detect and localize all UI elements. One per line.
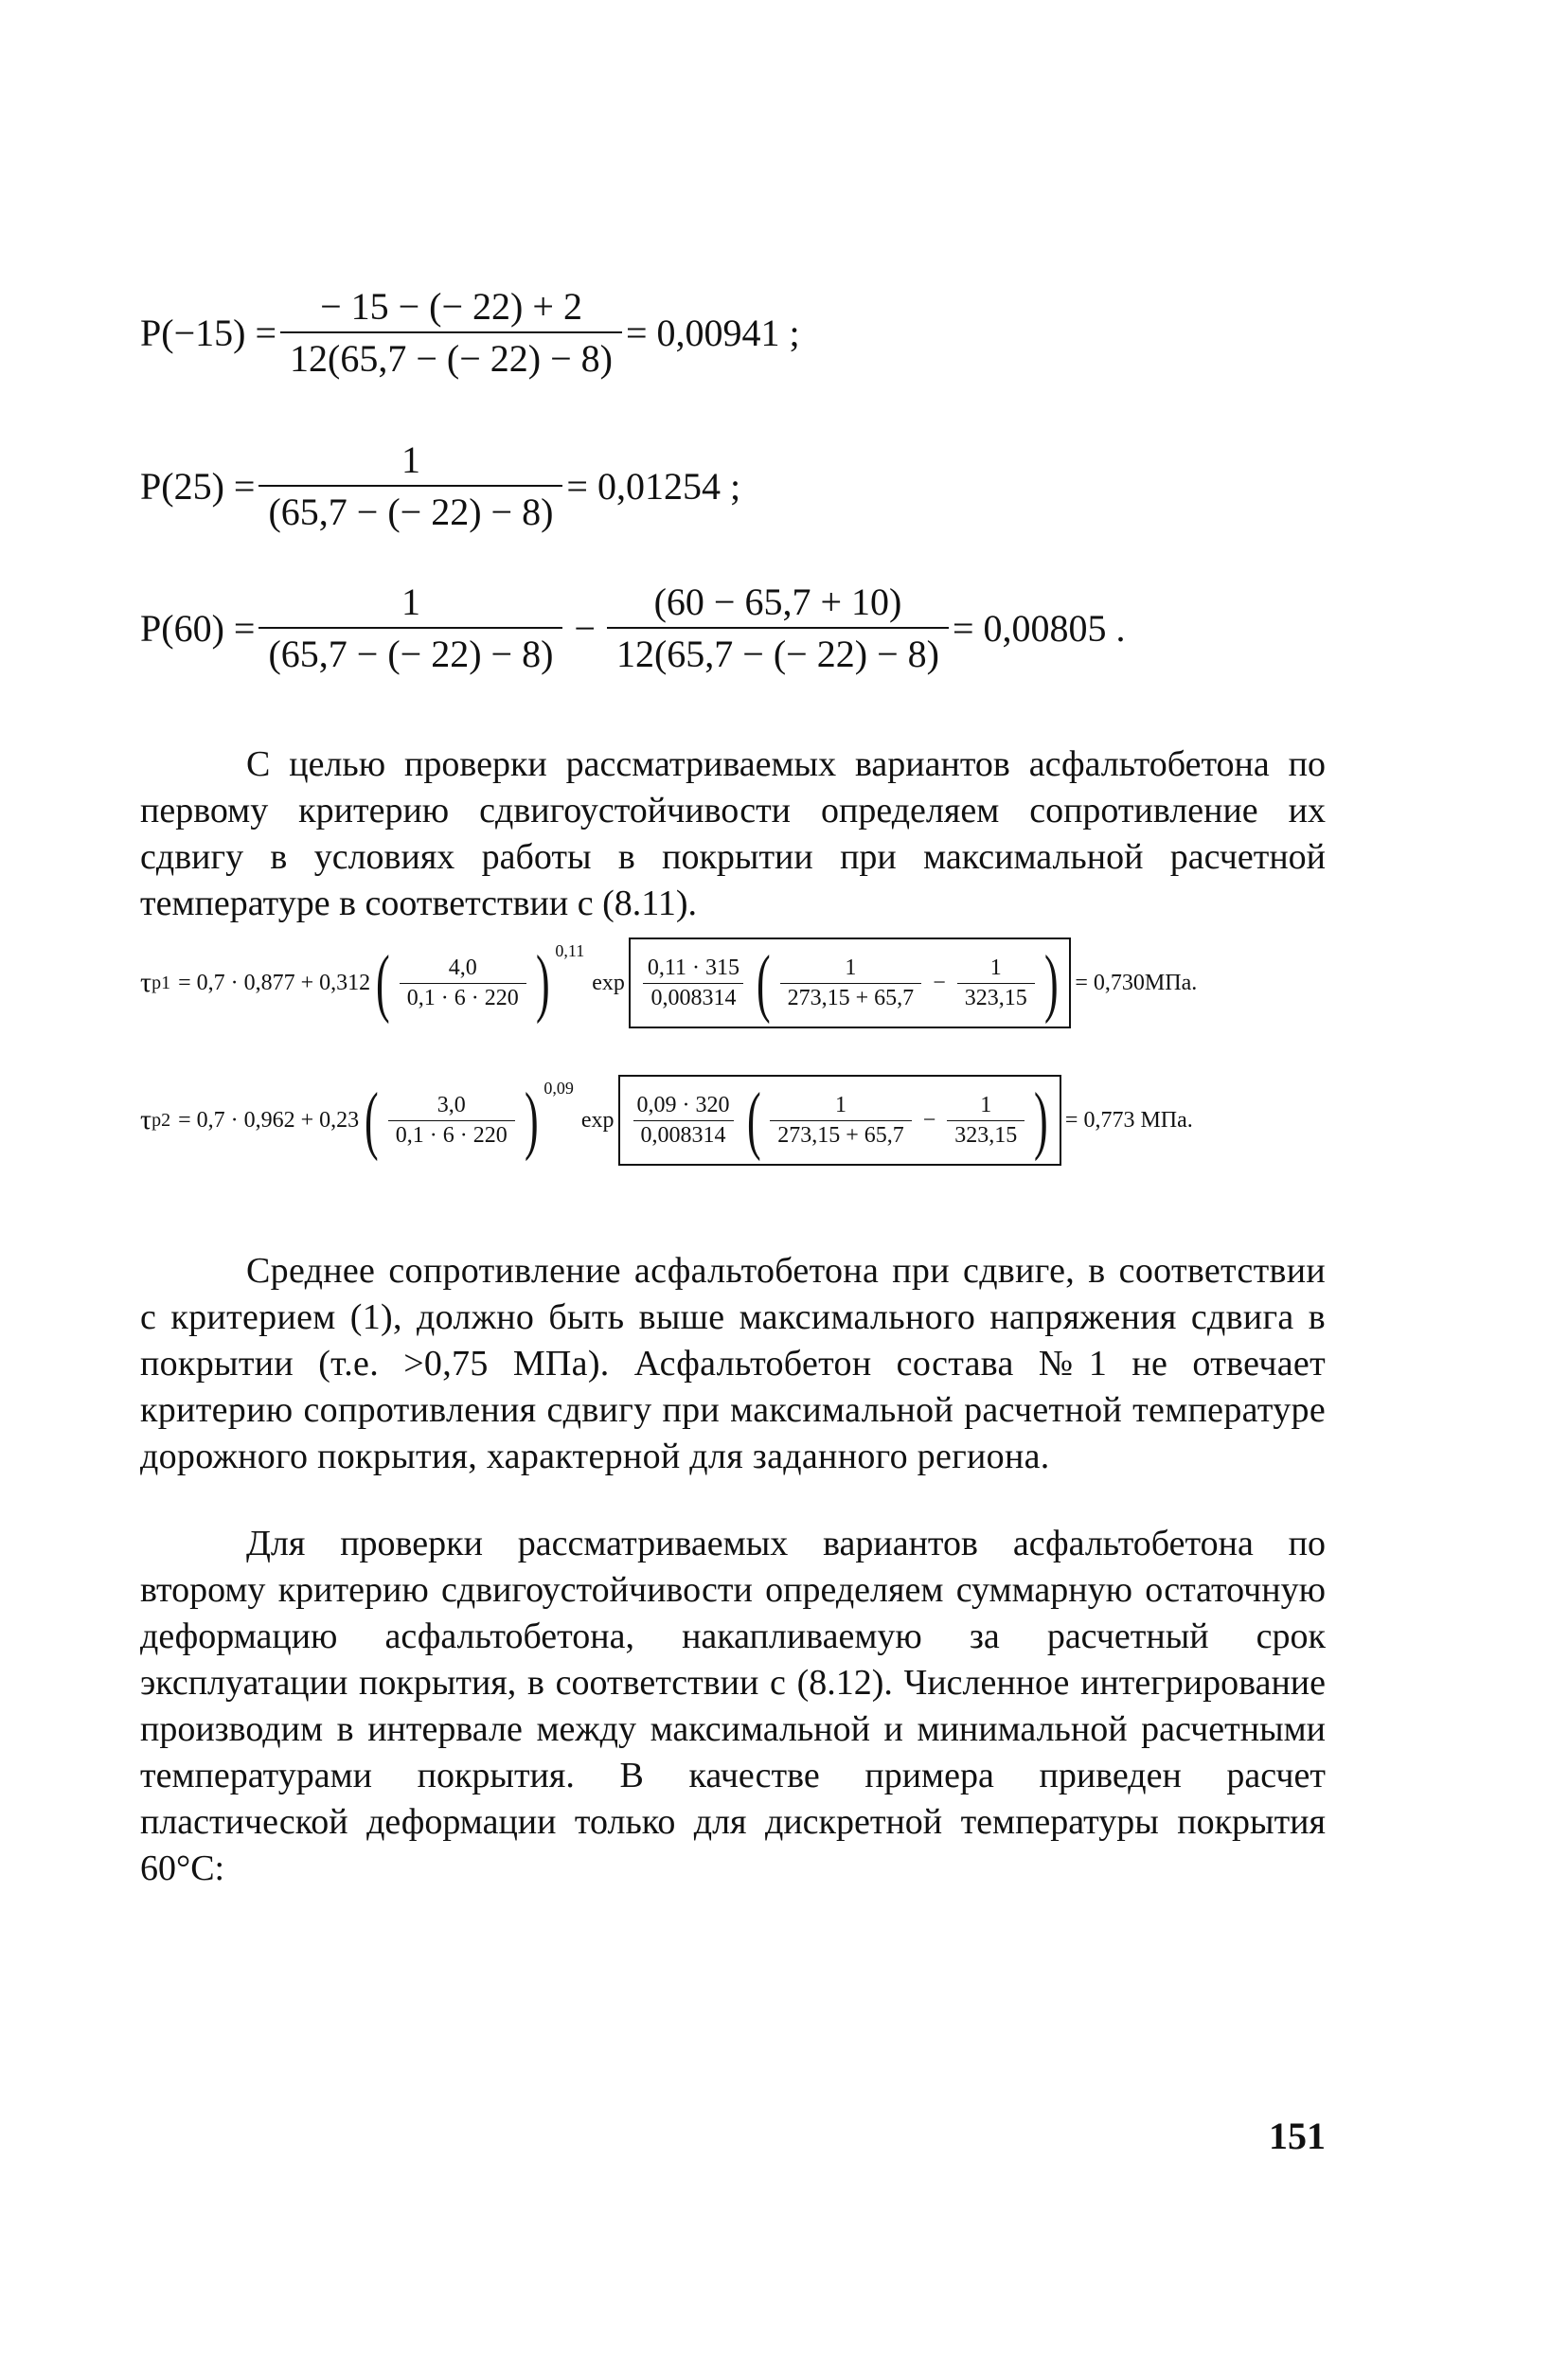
- square-bracket-group: [618, 1075, 1061, 1166]
- exp-function: exp: [580, 1107, 615, 1133]
- right-paren: ): [1034, 1079, 1048, 1162]
- fraction: [400, 955, 526, 1011]
- fraction: [947, 1093, 1025, 1149]
- paragraph-shear-check: С целью проверки рассматриваемых вариантов асфальтобетона по первому критерию сдвигоустойчивости определяем сопротивление их сдвигу в условиях работы в покрытии при максимальной расчетной температуре в соответствии с (8.11).: [140, 744, 1326, 923]
- minus-sign: −: [933, 970, 946, 995]
- fraction: [780, 955, 922, 1011]
- eq-lhs: P(25) =: [140, 464, 256, 508]
- left-paren: (: [376, 941, 390, 1025]
- equation-p-60: [140, 580, 1126, 676]
- denominator: 0,008314: [633, 1120, 734, 1149]
- numerator: 1: [980, 1092, 992, 1117]
- eq-lhs: P(60) =: [140, 606, 256, 650]
- minus-sign: −: [574, 606, 596, 650]
- tau-symbol: τ: [140, 967, 152, 998]
- exponent: 0,09: [543, 1079, 574, 1098]
- equation-tau-p2: [140, 1075, 1193, 1166]
- right-paren: ): [535, 941, 550, 1025]
- equation-p-minus-15: [140, 284, 800, 381]
- page-number: 151: [1269, 2115, 1326, 2157]
- fraction: [258, 438, 562, 534]
- numerator: 1: [401, 580, 420, 623]
- denominator: 323,15: [947, 1120, 1025, 1149]
- denominator: 0,1 · 6 · 220: [388, 1120, 515, 1149]
- numerator: 4,0: [448, 955, 477, 980]
- eq-rhs: = 0,00805 .: [952, 606, 1126, 650]
- numerator: 1: [989, 955, 1002, 980]
- tau-subscript: p1: [151, 972, 171, 993]
- square-bracket-group: [629, 938, 1071, 1028]
- numerator: − 15 − (− 22) + 2: [320, 285, 582, 328]
- tau-result: = 0,730МПа.: [1075, 970, 1198, 995]
- left-paren: (: [365, 1079, 379, 1162]
- numerator: 3,0: [437, 1092, 466, 1117]
- numerator: (60 − 65,7 + 10): [653, 580, 902, 623]
- left-paren: (: [756, 941, 771, 1025]
- denominator: 12(65,7 − (− 22) − 8): [280, 331, 622, 381]
- denominator: (65,7 − (− 22) − 8): [258, 627, 562, 676]
- left-paren: (: [746, 1079, 761, 1162]
- denominator: 12(65,7 − (− 22) − 8): [607, 627, 949, 676]
- numerator: 1: [845, 955, 857, 980]
- exp-function: exp: [592, 970, 625, 995]
- fraction: [640, 955, 747, 1011]
- eq-lhs: P(−15) =: [140, 311, 277, 354]
- equation-p-25: [140, 438, 740, 534]
- denominator: 323,15: [957, 983, 1035, 1011]
- minus-sign: −: [922, 1107, 936, 1133]
- tau-subscript: p2: [151, 1109, 171, 1131]
- eq-rhs: = 0,01254 ;: [566, 464, 741, 508]
- denominator: (65,7 − (− 22) − 8): [258, 485, 562, 534]
- numerator: 0,11 · 315: [647, 955, 739, 980]
- tau-coefficient: = 0,7 · 0,877 + 0,312: [178, 970, 371, 995]
- fraction: [957, 955, 1035, 1011]
- exponent: 0,11: [555, 941, 585, 960]
- right-paren: ): [524, 1079, 539, 1162]
- tau-symbol: τ: [140, 1104, 152, 1135]
- fraction: [630, 1093, 738, 1149]
- numerator: 1: [401, 438, 420, 481]
- denominator: 0,1 · 6 · 220: [400, 983, 526, 1011]
- denominator: 273,15 + 65,7: [780, 983, 922, 1011]
- fraction: [280, 284, 622, 381]
- paragraph-second-criterion: Для проверки рассматриваемых вариантов асфальтобетона по второму критерию сдвигоустойчивости определяем суммарную остаточную деформацию асфальтобетона, накапливаемую за расчетный срок эксплуатации покрытия, в соответствии с (8.12). Численное интегрирование производим в интервале между максимальной и минимальной расчетными температурами покрытия. В качестве примера приведен расчет пластической деформации только для дискретной температуры покрытия 60°С:: [140, 1524, 1326, 1888]
- denominator: 273,15 + 65,7: [770, 1120, 912, 1149]
- numerator: 0,09 · 320: [636, 1092, 730, 1117]
- right-paren: ): [1043, 941, 1059, 1025]
- denominator: 0,008314: [643, 983, 743, 1011]
- tau-result: = 0,773 МПа.: [1064, 1107, 1193, 1133]
- numerator: 1: [834, 1092, 846, 1117]
- fraction: [388, 1093, 515, 1149]
- fraction: [770, 1093, 912, 1149]
- fraction-2: [607, 580, 949, 676]
- equation-tau-p1: [140, 938, 1197, 1028]
- tau-coefficient: = 0,7 · 0,962 + 0,23: [178, 1107, 360, 1133]
- paragraph-average-resistance: Среднее сопротивление асфальтобетона при сдвиге, в соответствии с критерием (1), должно быть выше максимального напряжения сдвига в покрытии (т.е. >0,75 МПа). Асфальтобетон состава №1 не отвечает критерию сопротивления сдвигу при максимальной расчетной температуре дорожного покрытия, характерной для заданного региона.: [140, 1251, 1326, 1476]
- fraction-1: [258, 580, 562, 676]
- eq-rhs: = 0,00941 ;: [625, 311, 800, 354]
